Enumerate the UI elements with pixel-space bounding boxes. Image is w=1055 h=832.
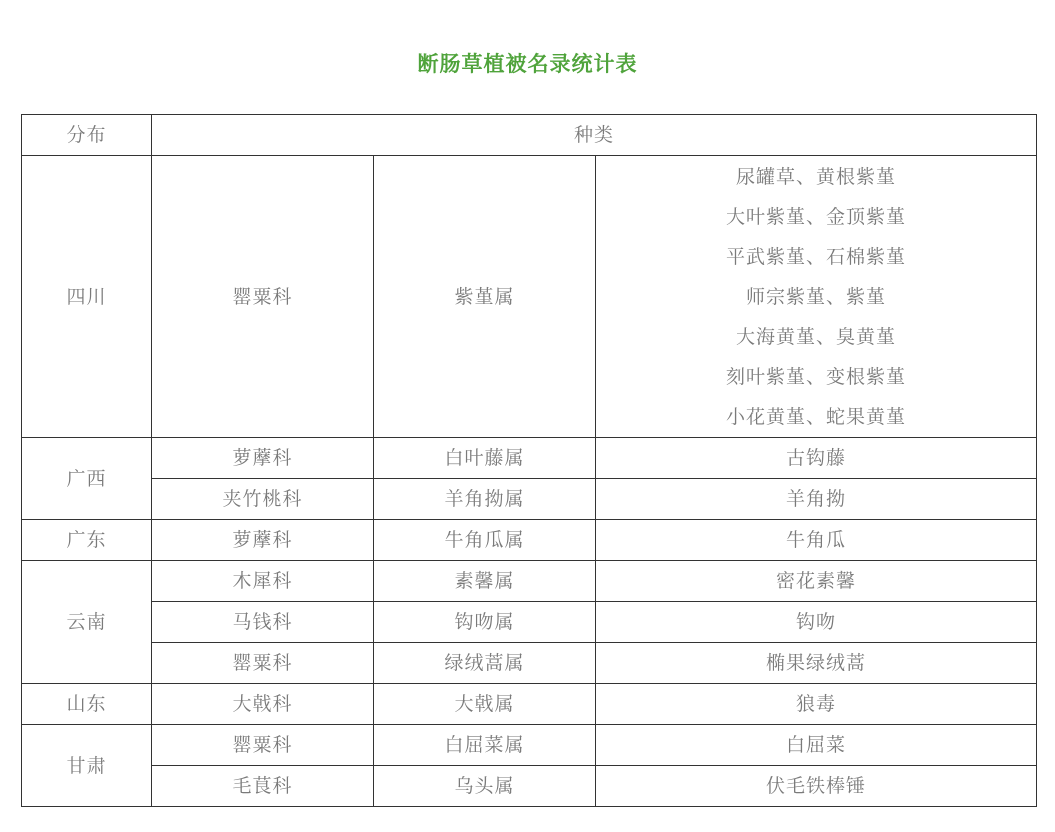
genus-cell: 羊角拗属 <box>374 479 596 520</box>
family-cell: 罂粟科 <box>152 156 374 438</box>
plant-stats-table <box>21 114 1037 807</box>
species-cell: 羊角拗 <box>596 479 1037 520</box>
genus-cell: 素馨属 <box>374 561 596 602</box>
table-row <box>22 602 1037 643</box>
region-cell: 广西 <box>22 438 152 520</box>
header-species: 种类 <box>152 115 1037 156</box>
region-cell: 山东 <box>22 684 152 725</box>
species-cell: 密花素馨 <box>596 561 1037 602</box>
species-cell: 椭果绿绒蒿 <box>596 643 1037 684</box>
table-row <box>22 561 1037 602</box>
table-row <box>22 479 1037 520</box>
species-cell: 伏毛铁棒锤 <box>596 766 1037 807</box>
table-row <box>22 725 1037 766</box>
species-cell: 古钩藤 <box>596 438 1037 479</box>
family-cell: 罂粟科 <box>152 643 374 684</box>
genus-cell: 牛角瓜属 <box>374 520 596 561</box>
page-title: 断肠草植被名录统计表 <box>417 52 638 76</box>
family-cell: 萝藦科 <box>152 520 374 561</box>
family-cell: 木犀科 <box>152 561 374 602</box>
family-cell: 罂粟科 <box>152 725 374 766</box>
genus-cell: 白叶藤属 <box>374 438 596 479</box>
species-cell: 狼毒 <box>596 684 1037 725</box>
family-cell: 大戟科 <box>152 684 374 725</box>
species-item: 师宗紫堇、紫堇 <box>745 286 886 308</box>
species-item: 尿罐草、黄根紫堇 <box>735 166 896 188</box>
table-row <box>22 520 1037 561</box>
species-item: 小花黄堇、蛇果黄堇 <box>725 406 906 428</box>
genus-cell: 紫堇属 <box>374 156 596 438</box>
table-header-row <box>22 115 1037 156</box>
family-cell: 毛茛科 <box>152 766 374 807</box>
genus-cell: 乌头属 <box>374 766 596 807</box>
species-cell: 钩吻 <box>596 602 1037 643</box>
genus-cell: 大戟属 <box>374 684 596 725</box>
genus-cell: 钩吻属 <box>374 602 596 643</box>
table-row <box>22 643 1037 684</box>
table-row <box>22 766 1037 807</box>
species-cell <box>596 156 1037 438</box>
species-item: 大海黄堇、臭黄堇 <box>735 326 896 348</box>
genus-cell: 白屈菜属 <box>374 725 596 766</box>
region-cell: 四川 <box>22 156 152 438</box>
region-cell: 广东 <box>22 520 152 561</box>
family-cell: 夹竹桃科 <box>152 479 374 520</box>
region-cell: 云南 <box>22 561 152 684</box>
region-cell: 甘肃 <box>22 725 152 807</box>
species-item: 平武紫堇、石棉紫堇 <box>725 246 906 268</box>
table-row <box>22 438 1037 479</box>
genus-cell: 绿绒蒿属 <box>374 643 596 684</box>
family-cell: 马钱科 <box>152 602 374 643</box>
table-row <box>22 156 1037 438</box>
family-cell: 萝藦科 <box>152 438 374 479</box>
species-item: 大叶紫堇、金顶紫堇 <box>725 206 906 228</box>
species-cell: 白屈菜 <box>596 725 1037 766</box>
header-distribution: 分布 <box>22 115 152 156</box>
species-cell: 牛角瓜 <box>596 520 1037 561</box>
table-row <box>22 684 1037 725</box>
species-item: 刻叶紫堇、变根紫堇 <box>725 366 906 388</box>
